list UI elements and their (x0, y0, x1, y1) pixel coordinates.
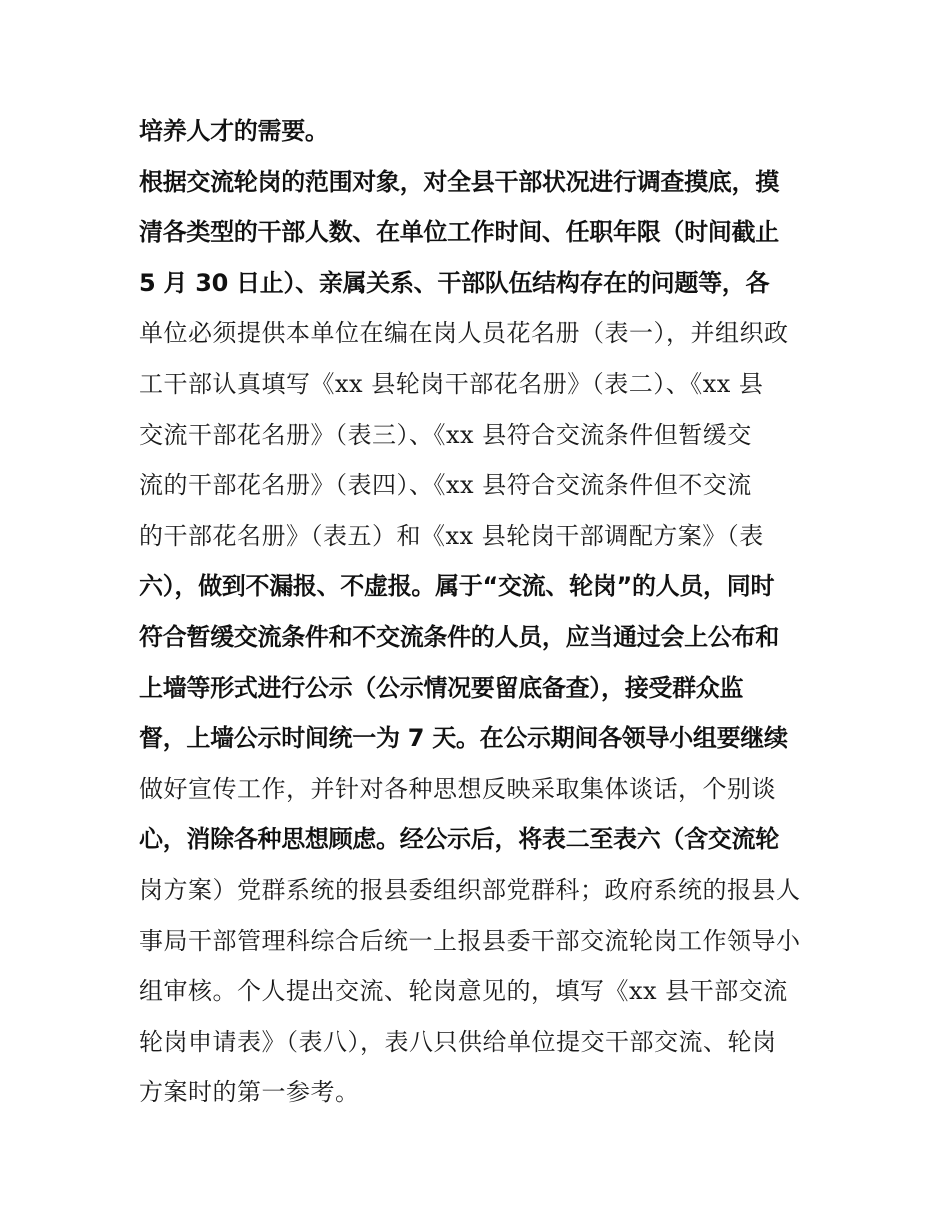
text-line: 岗方案）党群系统的报县委组织部党群科；政府系统的报县人 (139, 875, 801, 904)
text-line: 事局干部管理科综合后统一上报县委干部交流轮岗工作领导小 (139, 926, 801, 955)
text-line: 督，上墙公示时间统一为 7 天。在公示期间各领导小组要继续 (139, 724, 788, 753)
text-line: 符合暂缓交流条件和不交流条件的人员，应当通过会上公布和 (139, 622, 779, 651)
text-line: 方案时的第一参考。 (139, 1078, 360, 1107)
text-line: 交流干部花名册》（表三）、《xx 县符合交流条件但暂缓交 (139, 420, 752, 449)
text-line: 工干部认真填写《xx 县轮岗干部花名册》（表二）、《xx 县 (139, 369, 764, 398)
text-line: 轮岗申请表》（表八），表八只供给单位提交干部交流、轮岗 (139, 1027, 777, 1056)
text-line: 培养人才的需要。 (139, 117, 329, 145)
text-line: 单位必须提供本单位在编在岗人员花名册（表一），并组织政 (139, 319, 789, 348)
text-line: 5 月 30 日止）、亲属关系、干部队伍结构存在的问题等，各 (139, 268, 770, 297)
text-line: 清各类型的干部人数、在单位工作时间、任职年限（时间截止 (139, 218, 779, 247)
text-line: 流的干部花名册》（表四）、《xx 县符合交流条件但不交流 (139, 471, 752, 500)
text-line: 根据交流轮岗的范围对象，对全县干部状况进行调查摸底，摸 (139, 167, 779, 196)
body-text (139, 106, 819, 1118)
text-line: 六），做到不漏报、不虚报。属于“交流、轮岗”的人员，同时 (139, 572, 775, 601)
text-line: 的干部花名册》（表五）和《xx 县轮岗干部调配方案》（表 (139, 521, 764, 550)
text-line: 心，消除各种思想顾虑。经公示后，将表二至表六（含交流轮 (139, 825, 779, 854)
text-line: 上墙等形式进行公示（公示情况要留底备查），接受群众监 (139, 673, 744, 702)
text-line: 组审核。个人提出交流、轮岗意见的，填写《xx 县干部交流 (139, 977, 788, 1006)
text-line: 做好宣传工作，并针对各种思想反映采取集体谈话，个别谈 (139, 774, 776, 803)
